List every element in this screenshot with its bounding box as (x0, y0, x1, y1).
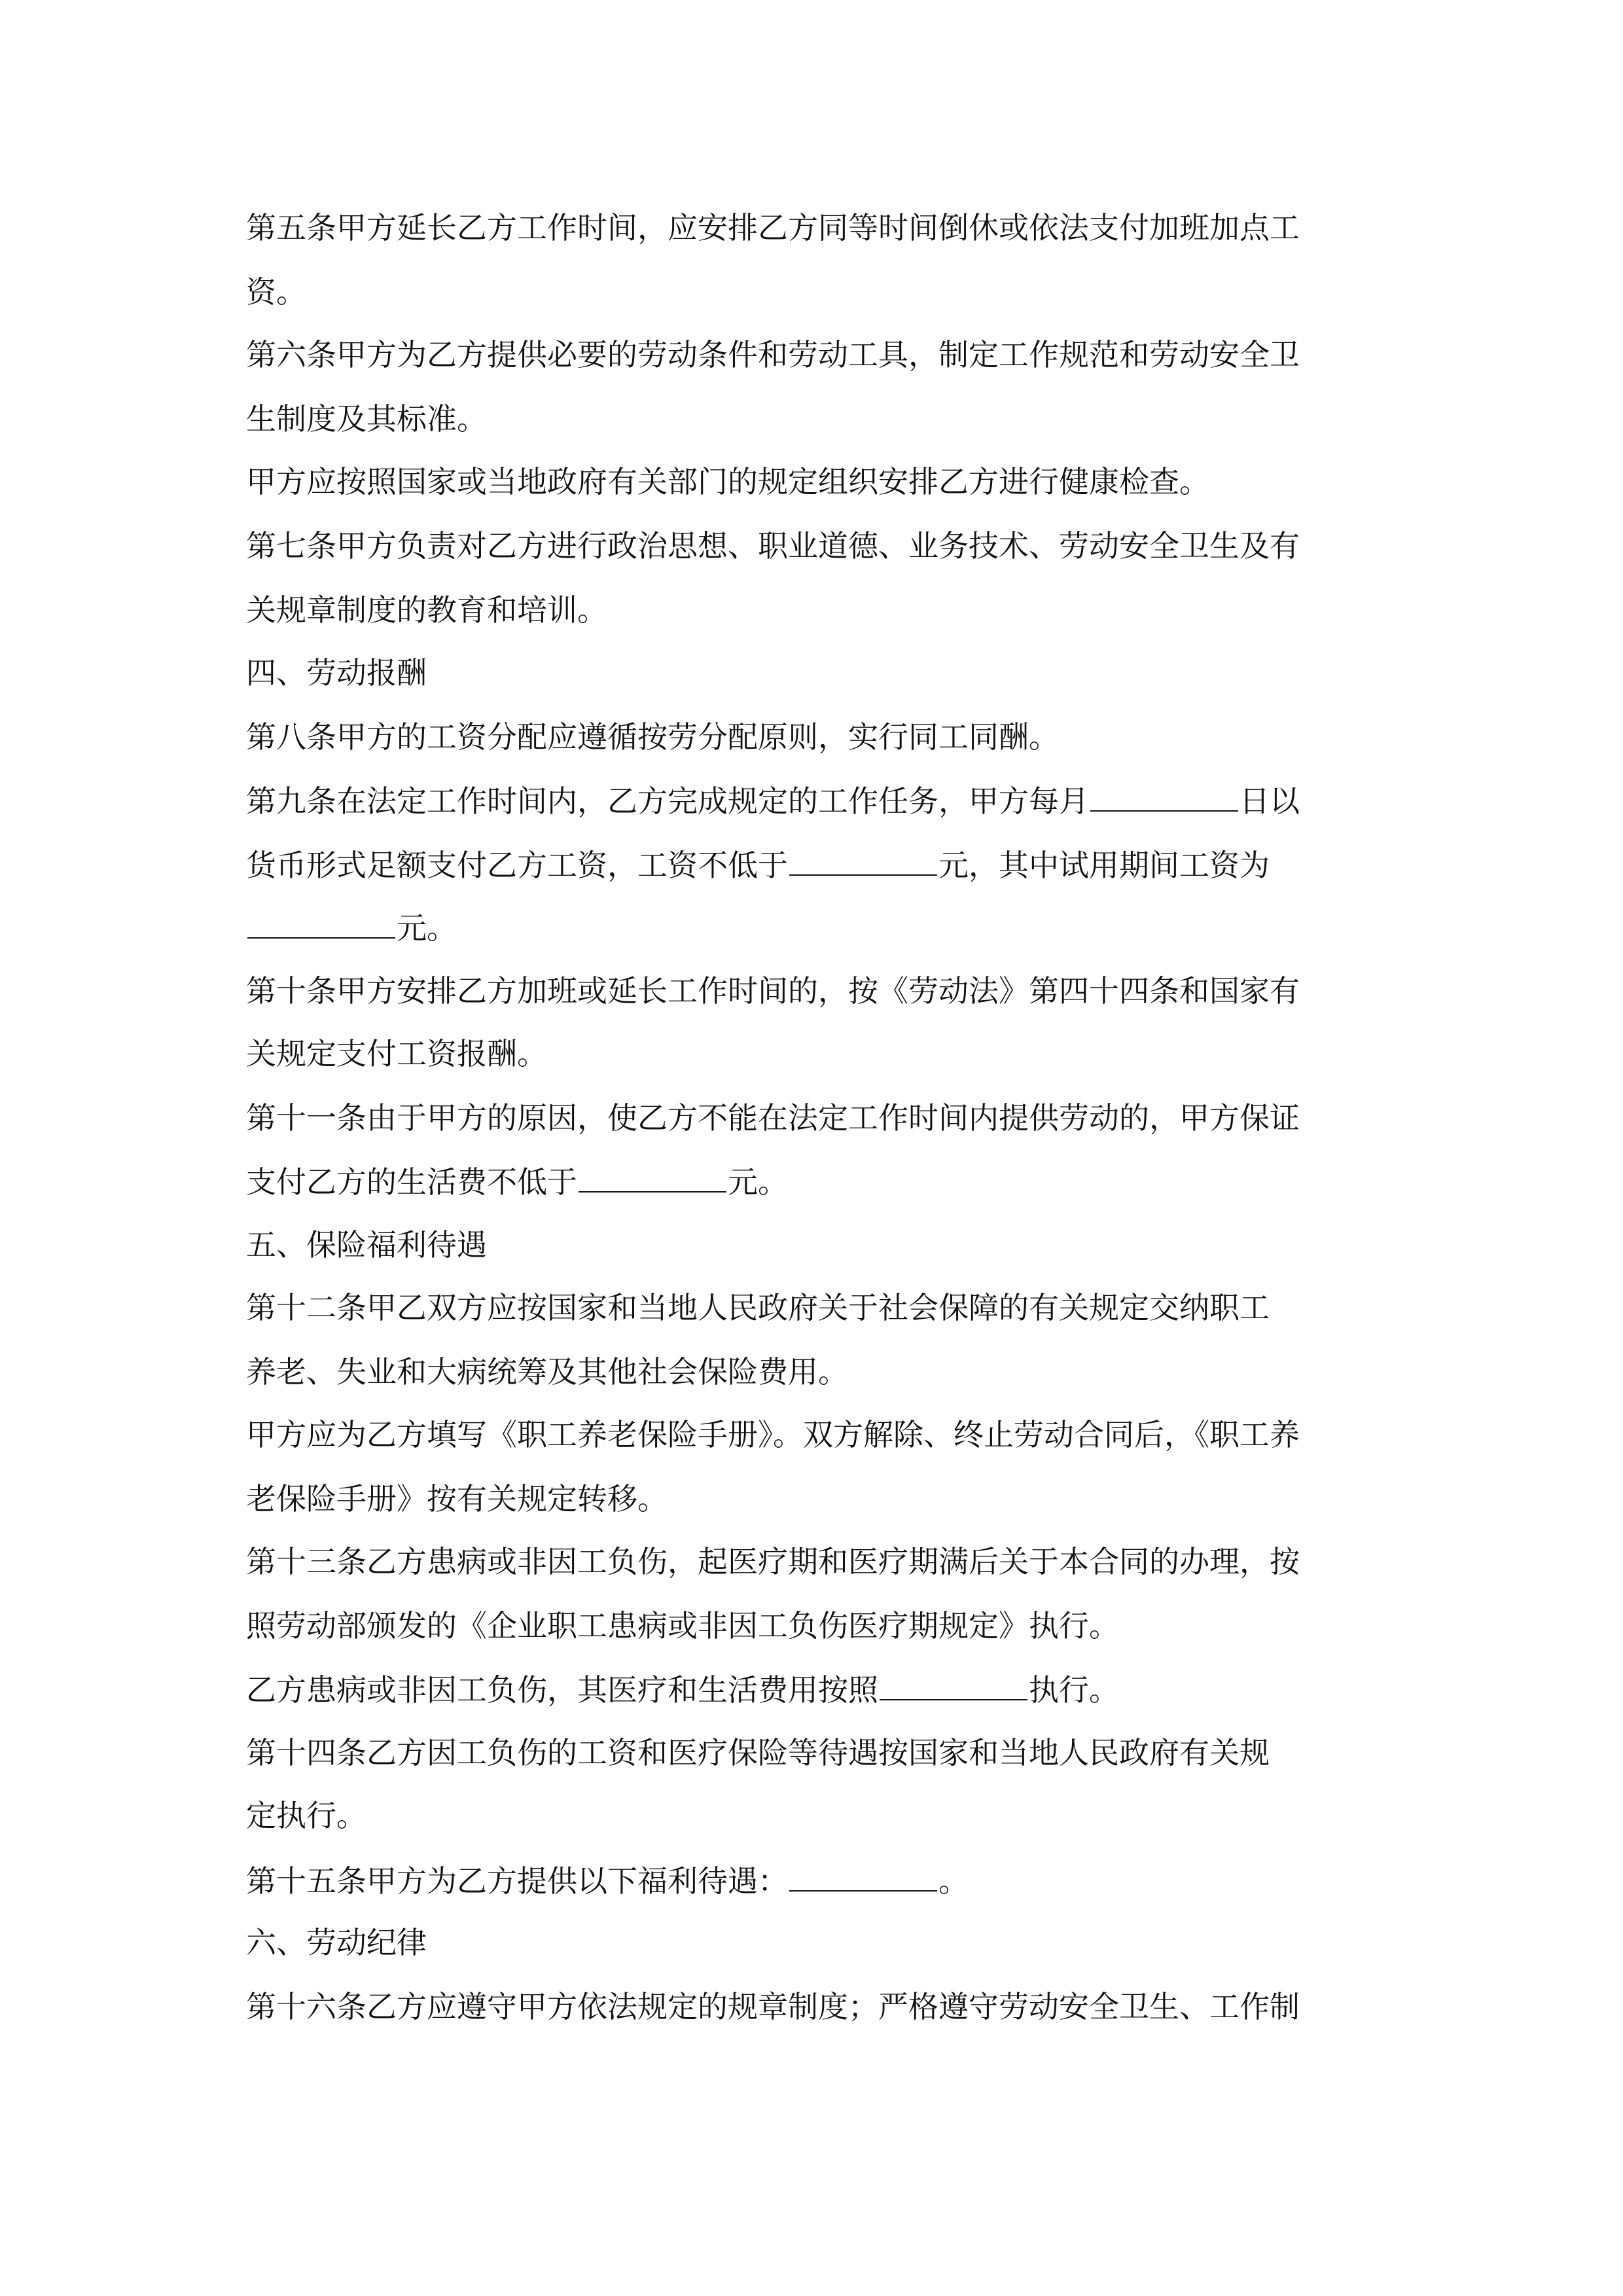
text-segment: 元，其中试用期间工资为 (938, 848, 1270, 883)
text-line: 甲方应按照国家或当地政府有关部门的规定组织安排乙方进行健康检查。 (246, 464, 1209, 499)
section-heading: 五、保险福利待遇 (246, 1227, 487, 1263)
text-line: 养老、失业和大病统筹及其他社会保险费用。 (246, 1354, 848, 1390)
text-line (246, 780, 1385, 821)
fill-in-blank[interactable] (579, 1161, 726, 1193)
text-line: 老保险手册》按有关规定转移。 (246, 1481, 668, 1516)
text-line: 资。 (246, 274, 306, 310)
text-line (246, 844, 1385, 885)
text-line: 第八条甲方的工资分配应遵循按劳分配原则，实行同工同酬。 (246, 719, 1059, 755)
fill-in-blank[interactable] (789, 1860, 937, 1892)
fill-in-blank[interactable] (789, 844, 937, 876)
text-segment: 乙方患病或非因工负伤，其医疗和生活费用按照 (246, 1672, 878, 1708)
text-line: 第七条甲方负责对乙方进行政治思想、职业道德、业务技术、劳动安全卫生及有 (246, 528, 1300, 564)
text-line: 第十二条甲乙双方应按国家和当地人民政府关于社会保障的有关规定交纳职工 (246, 1290, 1270, 1325)
text-segment: 第九条在法定工作时间内，乙方完成规定的工作任务，甲方每月 (246, 783, 1089, 819)
text-line: 第五条甲方延长乙方工作时间，应安排乙方同等时间倒休或依法支付加班加点工 (246, 210, 1300, 245)
text-line: 第十一条由于甲方的原因，使乙方不能在法定工作时间内提供劳动的，甲方保证 (246, 1100, 1300, 1136)
text-line (246, 1669, 1385, 1710)
section-heading: 四、劳动报酬 (246, 655, 427, 691)
text-line: 第十六条乙方应遵守甲方依法规定的规章制度；严格遵守劳动安全卫生、工作制 (246, 1989, 1300, 2024)
text-segment: 货币形式足额支付乙方工资，工资不低于 (246, 848, 788, 883)
text-line: 关规章制度的教育和培训。 (246, 592, 607, 628)
fill-in-blank[interactable] (247, 907, 395, 939)
text-segment: 。 (938, 1863, 969, 1899)
text-line: 关规定支付工资报酬。 (246, 1036, 547, 1071)
text-segment: 执行。 (1029, 1672, 1119, 1708)
text-line (246, 907, 1385, 948)
text-line: 第十四条乙方因工负伤的工资和医疗保险等待遇按国家和当地人民政府有关规 (246, 1735, 1270, 1770)
text-line: 第六条甲方为乙方提供必要的劳动条件和劳动工具，制定工作规范和劳动安全卫 (246, 337, 1300, 372)
text-segment: 第十五条甲方为乙方提供以下福利待遇： (246, 1863, 788, 1899)
text-line: 甲方应为乙方填写《职工养老保险手册》。双方解除、终止劳动合同后，《职工养 (246, 1417, 1300, 1452)
fill-in-blank[interactable] (1090, 780, 1238, 812)
fill-in-blank[interactable] (880, 1669, 1027, 1700)
text-line: 定执行。 (246, 1798, 366, 1833)
section-heading: 六、劳动纪律 (246, 1925, 427, 1960)
text-line: 照劳动部颁发的《企业职工患病或非因工负伤医疗期规定》执行。 (246, 1608, 1119, 1643)
text-segment: 支付乙方的生活费不低于 (246, 1164, 577, 1200)
text-line: 生制度及其标准。 (246, 401, 487, 437)
text-segment: 元。 (728, 1164, 788, 1200)
text-segment: 日以 (1240, 783, 1300, 819)
text-line (246, 1161, 1385, 1202)
text-line: 第十条甲方安排乙方加班或延长工作时间的，按《劳动法》第四十四条和国家有 (246, 973, 1300, 1009)
text-segment: 元。 (397, 910, 457, 946)
text-line (246, 1860, 1385, 1901)
text-line: 第十三条乙方患病或非因工负伤，起医疗期和医疗期满后关于本合同的办理，按 (246, 1544, 1300, 1579)
